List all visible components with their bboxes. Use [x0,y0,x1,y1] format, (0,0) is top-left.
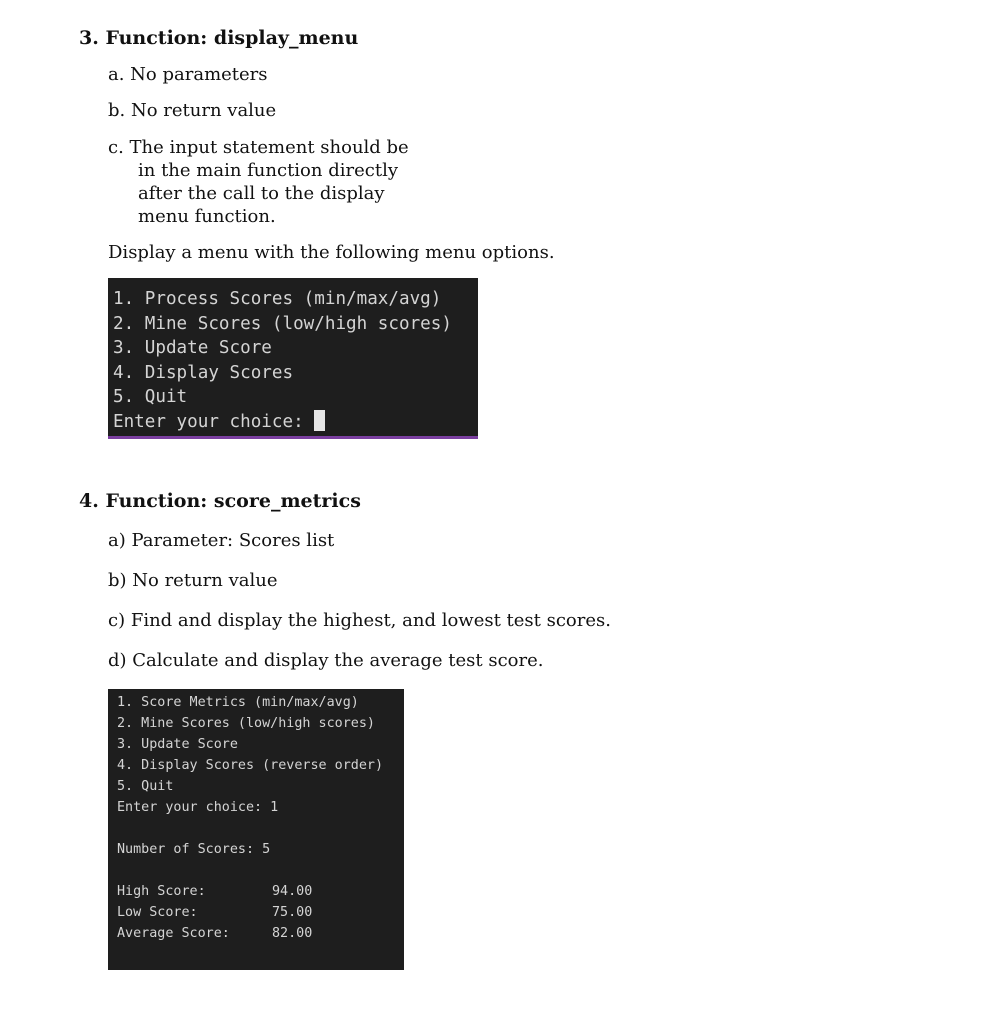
section-3-item-c-line: after the call to the display [138,183,385,204]
choice-prompt: Enter your choice: [113,411,315,432]
section-3-item-c-line: c. The input statement should be [108,137,409,158]
menu-option: 4. Display Scores (reverse order) [117,758,384,773]
number-of-scores: Number of Scores: 5 [117,842,271,857]
section-3-heading: 3. Function: display_menu [79,27,359,49]
menu-option: 1. Score Metrics (min/max/avg) [117,695,359,710]
menu-option: 4. Display Scores [113,362,294,383]
menu-option: 3. Update Score [113,338,272,359]
menu-option: 1. Process Scores (min/max/avg) [113,289,442,309]
section-3-item-c [108,136,409,228]
stat-label: Low Score: [117,905,198,920]
section-3-intro: Display a menu with the following menu options. [108,242,555,263]
menu-option: 5. Quit [113,387,188,408]
section-4-heading: 4. Function: score_metrics [79,490,361,512]
section-3-item-c-line: in the main function directly [138,160,398,181]
section-4-item-a: a) Parameter: Scores list [108,530,335,551]
stat-value: 94.00 [272,884,313,899]
stat-row-low [117,902,404,923]
text-cursor [314,410,325,431]
section-4-item-b: b) No return value [108,570,278,591]
section-3-item-c-line: menu function. [138,206,276,227]
stat-row-average [117,923,404,944]
stat-value: 75.00 [272,905,313,920]
menu-option: 3. Update Score [117,737,238,752]
stat-value: 82.00 [272,926,313,941]
section-4-item-d: d) Calculate and display the average test score. [108,650,544,671]
choice-prompt-line[interactable] [113,410,478,435]
section-3-item-b: b. No return value [108,100,277,121]
section-4-item-c: c) Find and display the highest, and lowest test scores. [108,610,611,631]
menu-terminal [108,278,478,439]
menu-option: 5. Quit [117,779,174,794]
stat-label: High Score: [117,884,206,899]
menu-option: 2. Mine Scores (low/high scores) [117,716,375,731]
stat-label: Average Score: [117,926,230,941]
stat-row-high [117,881,404,902]
choice-prompt: Enter your choice: 1 [117,800,279,815]
score-metrics-terminal [108,689,404,970]
section-3-item-a: a. No parameters [108,64,268,85]
menu-option: 2. Mine Scores (low/high scores) [113,313,452,334]
